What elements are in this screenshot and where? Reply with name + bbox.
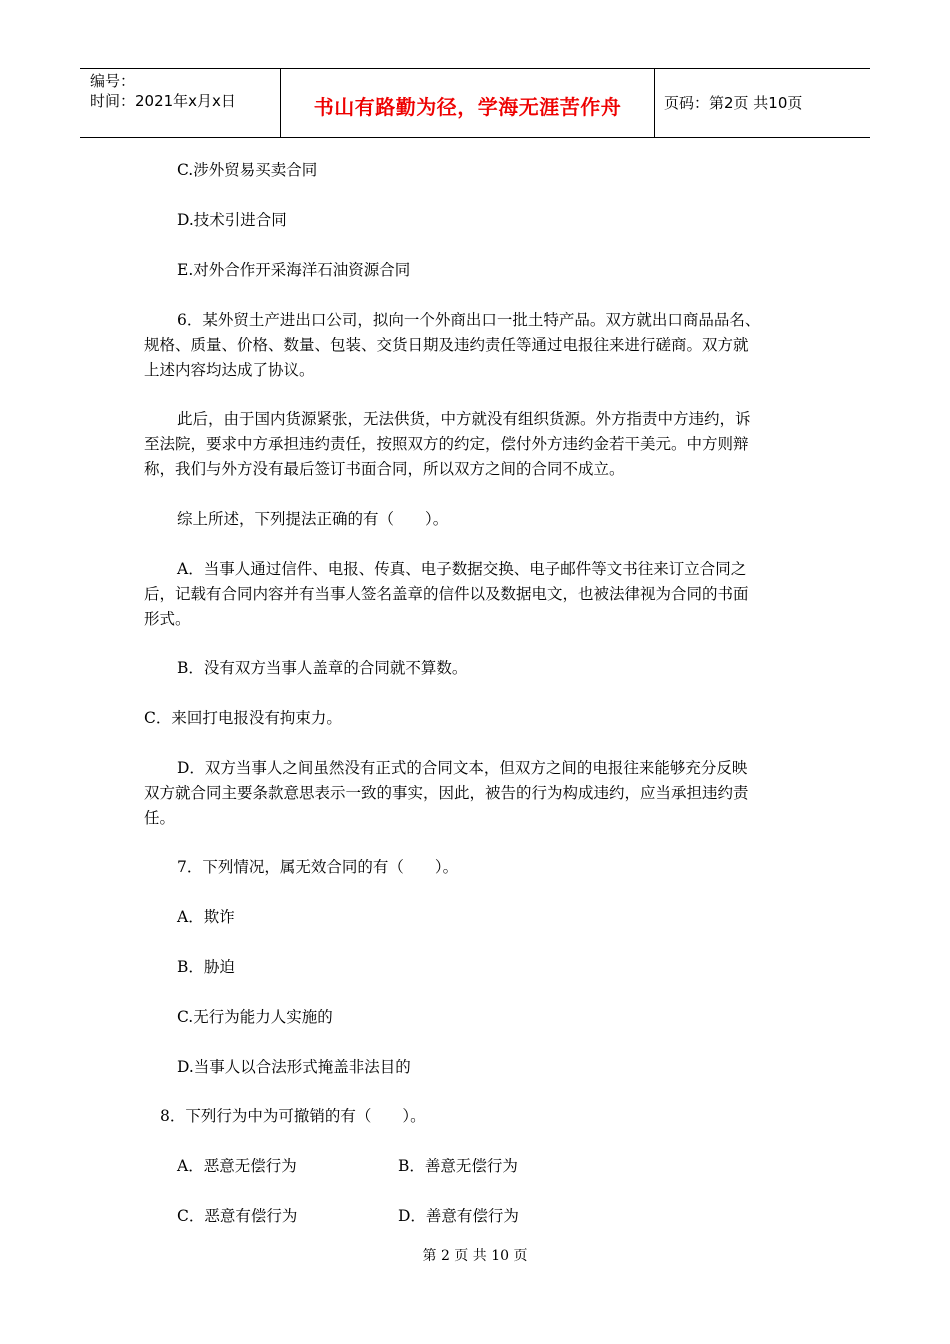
q7-option-b: B．胁迫 [177,958,235,976]
serial-label: 编号： [90,72,136,90]
q6-para2-line1: 此后，由于国内货源紧张，无法供货，中方就没有组织货源。外方指责中方违约，诉 [177,410,751,428]
q5-option-d: D.技术引进合同 [177,211,287,229]
q6-para1-line2: 规格、质量、价格、数量、包装、交货日期及违约责任等通过电报往来进行磋商。双方就 [144,336,749,354]
q6-para1-line1: 6．某外贸土产进出口公司，拟向一个外商出口一批土特产品。双方就出口商品品名、 [177,311,761,329]
q7-option-a: A．欺诈 [177,908,235,926]
q6-option-c: C．来回打电报没有拘束力。 [144,709,342,727]
q8-option-b: B．善意无偿行为 [398,1157,518,1175]
header-left-cell [80,69,280,137]
q8-option-c: C．恶意有偿行为 [177,1207,298,1225]
q6-option-a-line3: 形式。 [144,610,191,628]
q7-prompt: 7．下列情况，属无效合同的有（ ）。 [177,858,459,876]
q6-option-b: B．没有双方当事人盖章的合同就不算数。 [177,659,468,677]
q8-option-a: A．恶意无偿行为 [177,1157,297,1175]
q6-option-a-line1: A．当事人通过信件、电报、传真、电子数据交换、电子邮件等文书往来订立合同之 [177,560,747,578]
q6-para1-line3: 上述内容均达成了协议。 [144,361,315,379]
q6-para2-line3: 称，我们与外方没有最后签订书面合同，所以双方之间的合同不成立。 [144,460,625,478]
motto: 书山有路勤为径，学海无涯苦作舟 [313,95,622,119]
q6-prompt: 综上所述，下列提法正确的有（ ）。 [177,510,449,528]
date-label: 时间：2021年x月x日 [90,92,236,110]
header-table [80,68,870,138]
q6-option-d-line2: 双方就合同主要条款意思表示一致的事实，因此，被告的行为构成违约，应当承担违约责 [144,784,749,802]
header-motto-cell [280,69,655,137]
q8-option-d: D．善意有偿行为 [398,1207,519,1225]
q7-option-d: D.当事人以合法形式掩盖非法目的 [177,1058,411,1076]
q5-option-c: C.涉外贸易买卖合同 [177,161,318,179]
page-code: 页码：第2页 共10页 [664,94,803,112]
q7-option-c: C.无行为能力人实施的 [177,1008,333,1026]
q6-option-d-line3: 任。 [144,809,176,827]
q6-option-d-line1: D．双方当事人之间虽然没有正式的合同文本，但双方之间的电报往来能够充分反映 [177,759,748,777]
q5-option-e: E.对外合作开采海洋石油资源合同 [177,261,411,279]
header-right-cell [654,69,870,137]
q6-para2-line2: 至法院，要求中方承担违约责任，按照双方的约定，偿付外方违约金若干美元。中方则辩 [144,435,749,453]
q8-prompt: 8．下列行为中为可撤销的有（ ）。 [160,1107,426,1125]
q6-option-a-line2: 后，记载有合同内容并有当事人签名盖章的信件以及数据电文，也被法律视为合同的书面 [144,585,749,603]
page-footer: 第 2 页 共 10 页 [422,1248,528,1264]
